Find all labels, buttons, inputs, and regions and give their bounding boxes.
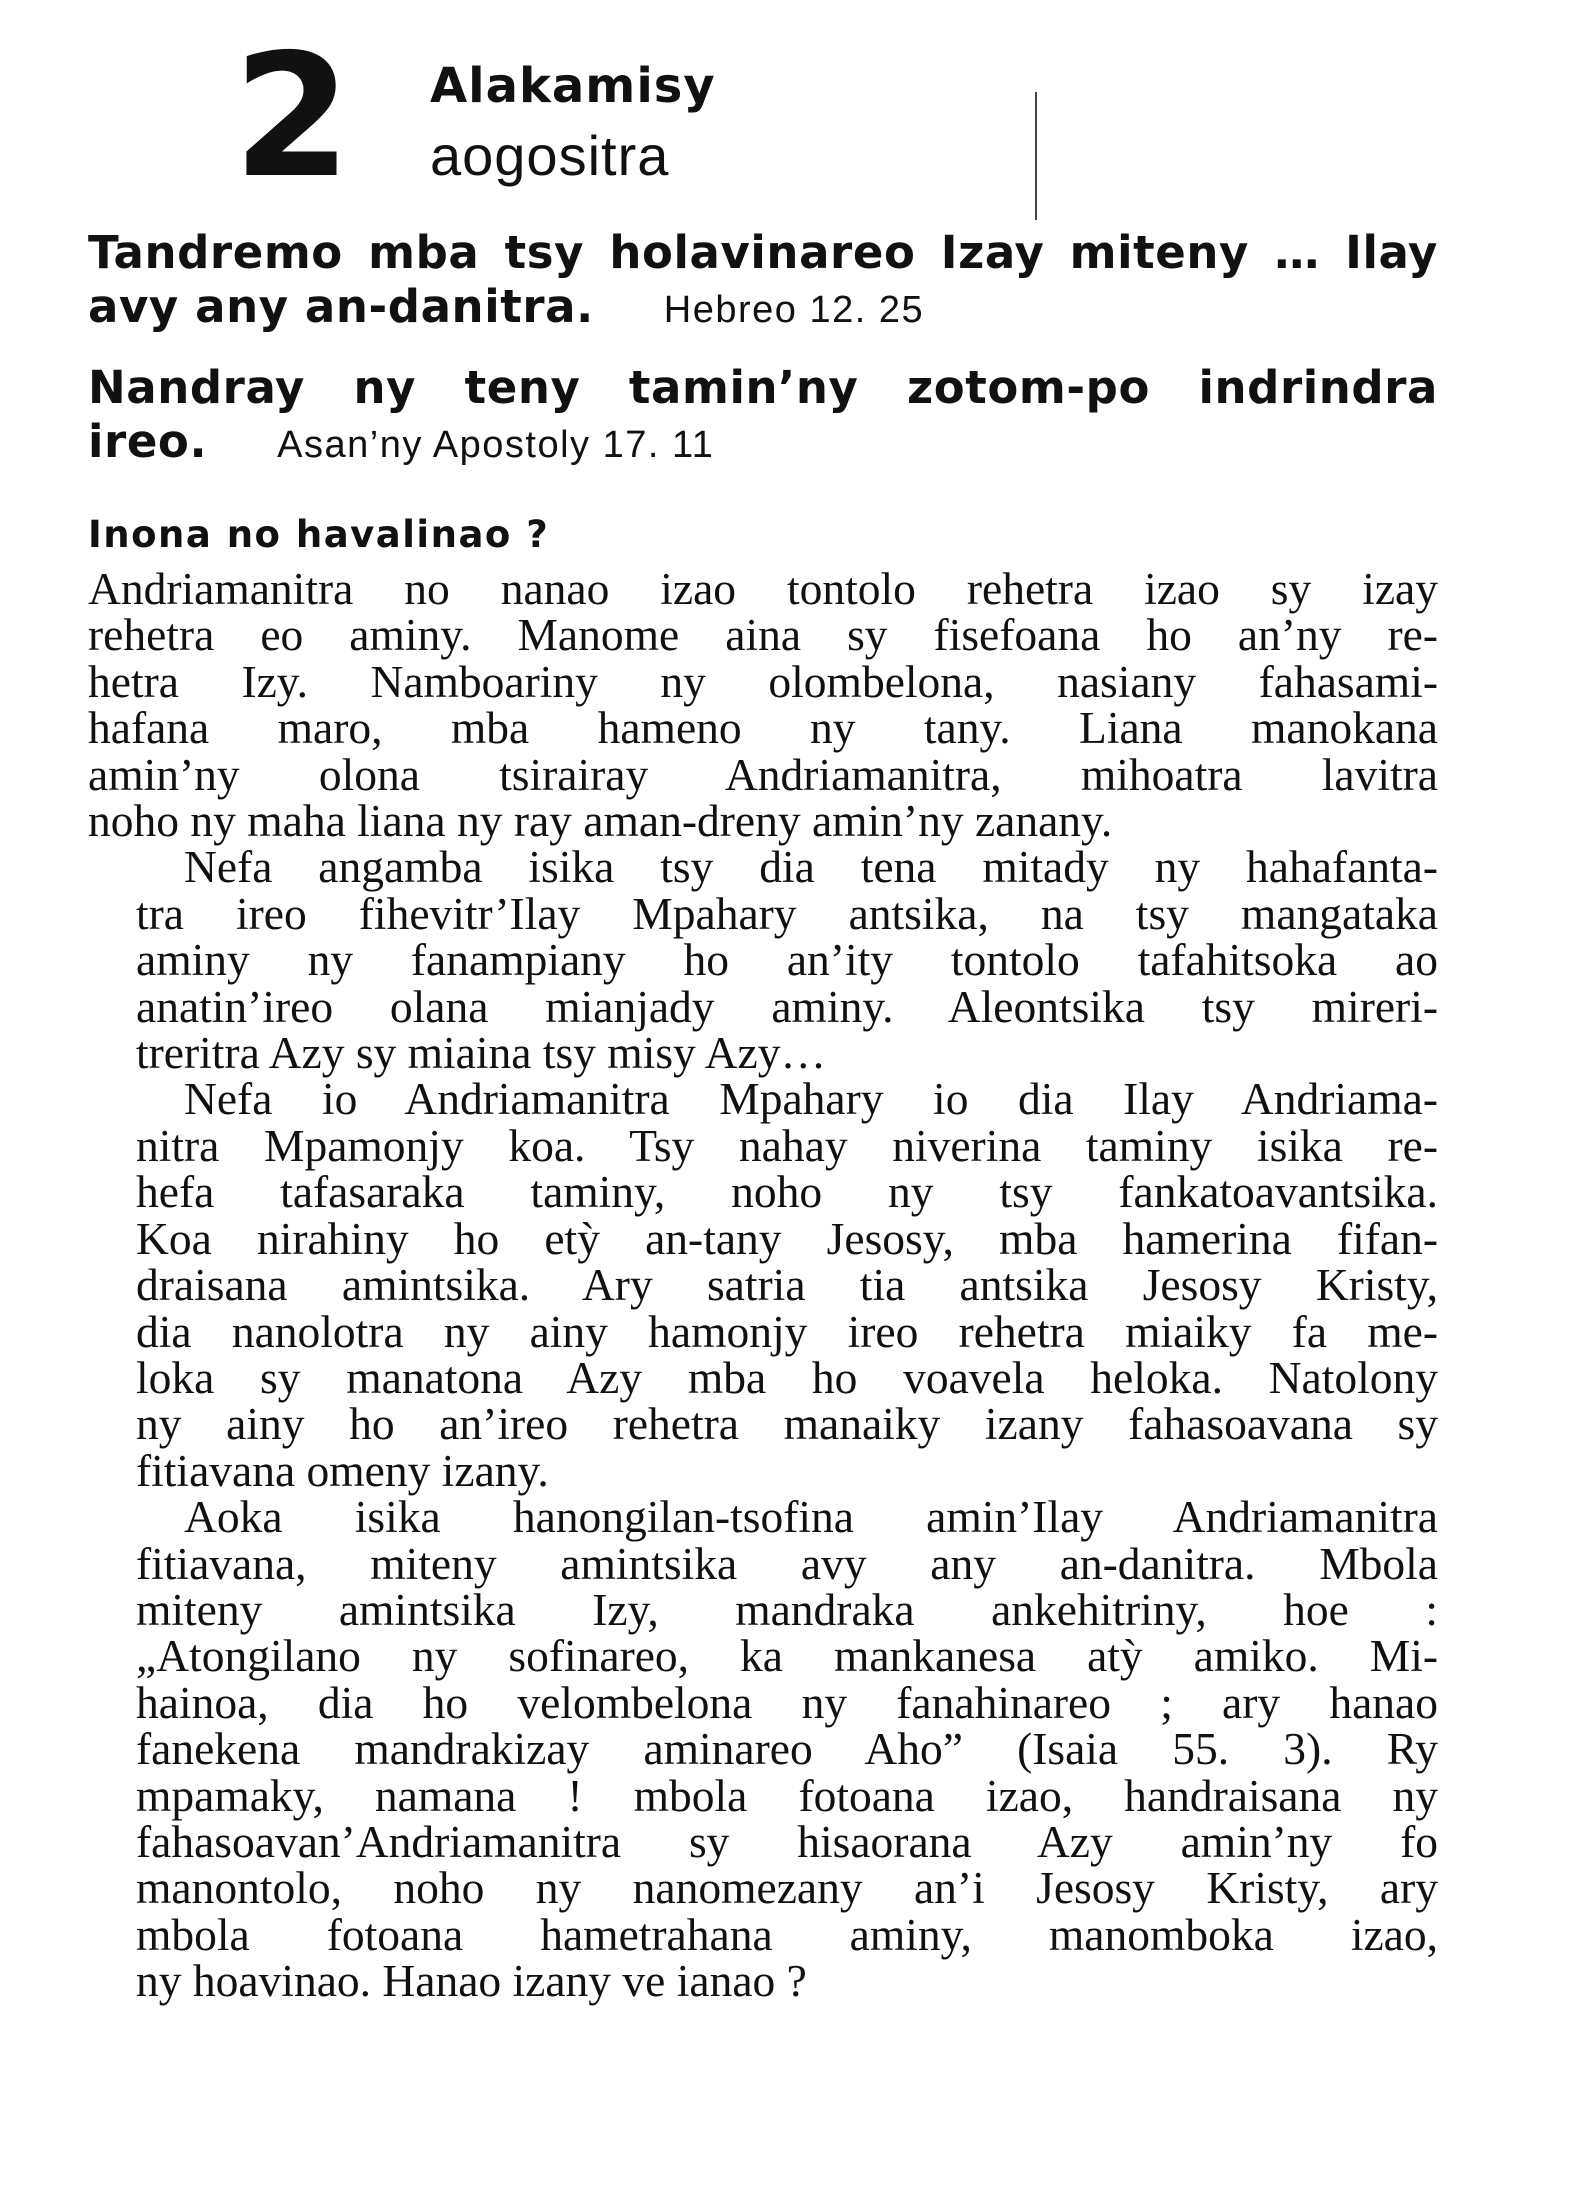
day-number: 2	[233, 18, 348, 216]
body-line: loka sy manatona Azy mba ho voavela heloka. Natolony	[136, 1351, 1438, 1403]
body-line: draisana amintsika. Ary satria tia antsika Jesosy Kristy,	[136, 1259, 1438, 1311]
verse-1-reference: Hebreo 12. 25	[663, 289, 925, 331]
body-line: dia nanolotra ny ainy hamonjy ireo rehetra miaiky fa me-	[136, 1305, 1438, 1357]
body-line: aminy ny fanampiany ho an’ity tontolo tafahitsoka ao	[136, 934, 1438, 986]
section-heading: Inona no havalinao ?	[88, 513, 550, 556]
verse-2-line-2: ireo.	[88, 415, 208, 468]
body-line: fitiavana omeny izany.	[136, 1444, 549, 1496]
verse-1	[88, 226, 1438, 337]
body-line: hainoa, dia ho velombelona ny fanahinareo ; ary hanao	[136, 1676, 1438, 1728]
body-paragraph	[88, 563, 1438, 847]
body-line: fanekena mandrakizay aminareo Aho” (Isaia 55. 3). Ry	[136, 1723, 1438, 1775]
body-line: rehetra eo aminy. Manome aina sy fisefoana ho an’ny re-	[88, 609, 1438, 661]
body-line: fahasoavan’Andriamanitra sy hisaorana Azy amin’ny fo	[136, 1815, 1438, 1867]
body-line: hefa tafasaraka taminy, noho ny tsy fankatoavantsika.	[136, 1166, 1438, 1218]
body-line: fitiavana, miteny amintsika avy any an-danitra. Mbola	[136, 1537, 1438, 1589]
verse-2-reference: Asan’ny Apostoly 17. 11	[277, 424, 715, 466]
body-line: hafana maro, mba hameno ny tany. Liana manokana	[88, 702, 1438, 754]
date-header	[225, 18, 845, 216]
body-paragraph	[88, 841, 1438, 1079]
verse-2-line-1: Nandray ny teny tamin’ny zotom-po indrindra	[88, 361, 1438, 414]
body-line: mbola fotoana hametrahana aminy, manomboka izao,	[136, 1908, 1438, 1960]
month-label: aogositra	[430, 124, 670, 187]
body-line: hetra Izy. Namboariny ny olombelona, nasiany fahasami-	[88, 655, 1438, 707]
body-line: mpamaky, namana ! mbola fotoana izao, handraisana ny	[136, 1769, 1438, 1821]
body-paragraph	[88, 1491, 1438, 2007]
body-paragraph	[88, 1073, 1438, 1496]
body-line: amin’ny olona tsirairay Andriamanitra, mihoatra lavitra	[88, 748, 1438, 800]
body-line: Nefa io Andriamanitra Mpahary io dia Ilay Andriama-	[184, 1073, 1438, 1125]
body-line: treritra Azy sy miaina tsy misy Azy…	[136, 1027, 826, 1079]
verse-1-line-1: Tandremo mba tsy holavinareo Izay miteny … Ilay	[88, 226, 1438, 279]
body-line: tra ireo fihevitr’Ilay Mpahary antsika, na tsy mangataka	[136, 887, 1438, 939]
body-line: Andriamanitra no nanao izao tontolo rehetra izao sy izay	[88, 563, 1438, 614]
body-text	[88, 563, 1438, 2007]
body-line: Nefa angamba isika tsy dia tena mitady ny hahafanta-	[184, 841, 1438, 893]
verse-2	[88, 361, 1438, 472]
body-line: ny hoavinao. Hanao izany ve ianao ?	[136, 1955, 807, 2007]
body-line: Koa nirahiny ho etỳ an-tany Jesosy, mba hamerina fifan-	[136, 1212, 1438, 1264]
header-divider	[1035, 92, 1037, 220]
weekday-label: Alakamisy	[430, 58, 716, 114]
body-line: miteny amintsika Izy, mandraka ankehitriny, hoe :	[136, 1583, 1438, 1635]
body-line: nitra Mpamonjy koa. Tsy nahay niverina taminy isika re-	[136, 1119, 1438, 1171]
body-line: manontolo, noho ny nanomezany an’i Jesosy Kristy, ary	[136, 1862, 1438, 1914]
body-line: Aoka isika hanongilan-tsofina amin’Ilay Andriamanitra	[184, 1491, 1438, 1543]
body-line: „Atongilano ny sofinareo, ka mankanesa atỳ amiko. Mi-	[136, 1630, 1438, 1682]
body-line: ny ainy ho an’ireo rehetra manaiky izany fahasoavana sy	[136, 1398, 1438, 1450]
verse-1-line-2: avy any an-danitra.	[88, 280, 594, 333]
body-line: anatin’ireo olana mianjady aminy. Aleontsika tsy mireri-	[136, 980, 1438, 1032]
body-line: noho ny maha liana ny ray aman-dreny amin’ny zanany.	[88, 795, 1113, 847]
verses-section	[88, 226, 1438, 472]
